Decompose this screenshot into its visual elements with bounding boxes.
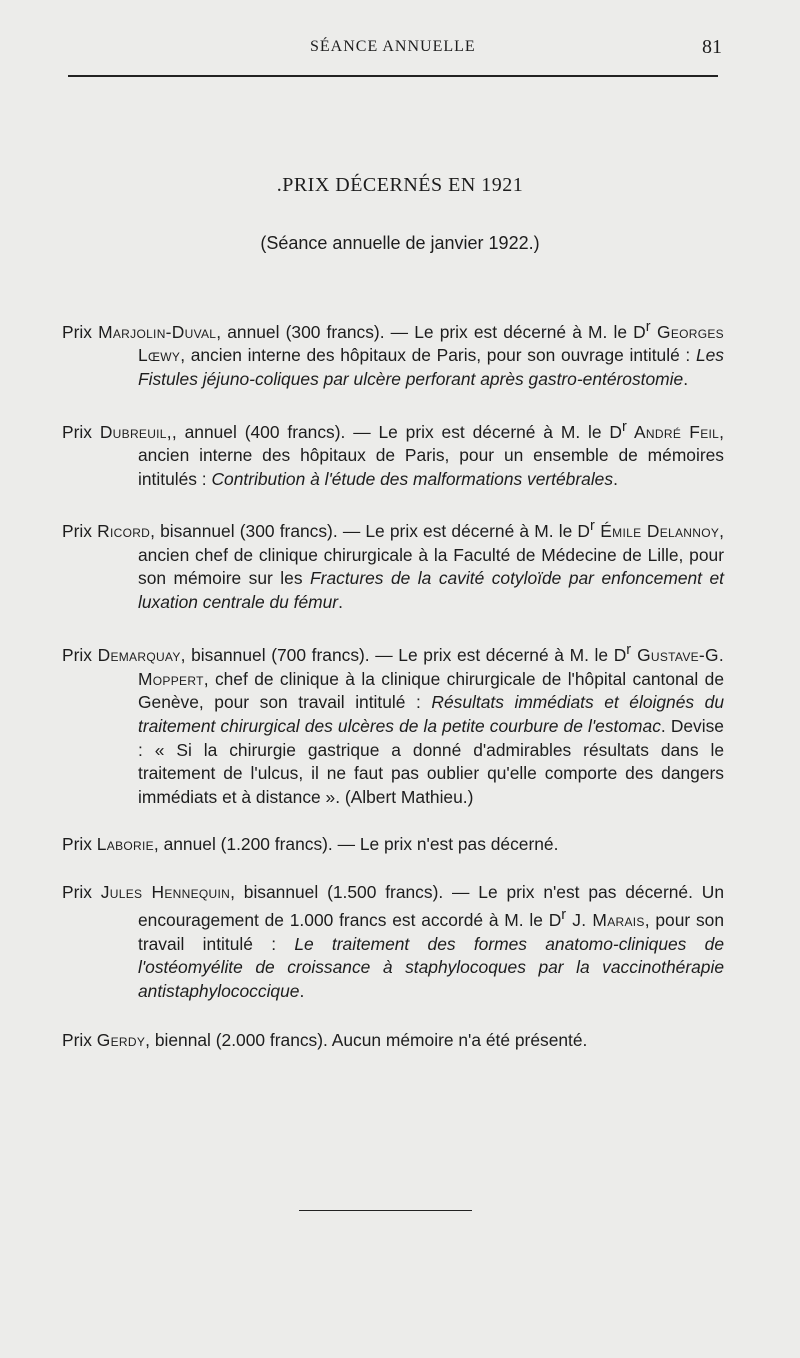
doctor-superscript: r xyxy=(561,907,567,924)
entry-detail: , ancien interne des hôpitaux de Paris, pour son ouvrage intitulé : xyxy=(180,345,696,366)
prize-name: Laborie xyxy=(96,834,154,855)
prize-name: Gerdy xyxy=(96,1029,146,1050)
entry-body: , annuel (300 francs). — Le prix est décerné à M. le D xyxy=(216,321,646,342)
section-title: .PRIX DÉCERNÉS EN 1921 xyxy=(276,174,524,196)
prize-list xyxy=(62,316,724,1078)
entry-prefix: Prix xyxy=(62,321,99,342)
running-head xyxy=(0,36,800,60)
laureate-name: J. Marais xyxy=(566,910,645,931)
prize-name: Jules Hennequin xyxy=(100,881,231,902)
entry-end: . Devise : « Si la chirurgie gastrique a donné d'admirables résultats dans le traitement de l'ulcus, il ne faut pas oublier qu'elle comporte des dangers immédiats et à distance ». (Albert Mathieu.) xyxy=(138,715,724,807)
header-rule xyxy=(68,75,718,77)
prize-name: Demarquay xyxy=(97,645,181,666)
prize-entry-laborie xyxy=(62,833,724,857)
entry-body: , bisannuel (700 francs). — Le prix est décerné à M. le D xyxy=(180,645,627,666)
entry-body: , bisannuel (300 francs). — Le prix est décerné à M. le D xyxy=(150,520,590,541)
entry-detail: , ancien chef de clinique chirurgicale à la Faculté de Médecine de Lille, pour son mémoire sur les xyxy=(138,520,724,589)
prize-entry-ricord xyxy=(62,515,724,614)
entry-body: , biennal (2.000 francs). Aucun mémoire n'a été présenté. xyxy=(145,1029,588,1050)
entry-body: , annuel (400 francs). — Le prix est décerné à M. le D xyxy=(171,421,622,442)
entry-end: . xyxy=(299,981,305,1002)
entry-prefix: Prix xyxy=(62,421,100,442)
laureate-name: Georges Lœwy xyxy=(138,321,724,366)
doctor-superscript: r xyxy=(626,642,632,659)
prize-entry-marjolin-duval xyxy=(62,316,724,392)
prize-name: Dubreuil, xyxy=(99,421,172,442)
entry-end: . xyxy=(683,368,689,389)
entry-detail: , chef de clinique à la clinique chirurgicale de l'hôpital cantonal de Genève, pour son travail intitulé : xyxy=(138,668,724,713)
work-title: Résultats immédiats et éloignés du traitement chirurgical des ulcères de la petite courbure de l'estomac xyxy=(138,692,724,736)
work-title: Le traitement des formes anatomo-cliniques de l'ostéomyélite de croissance à staphylocoques par la vaccinothérapie antistaphylococcique xyxy=(138,933,724,1002)
entry-end: . xyxy=(338,591,343,612)
entry-detail: , ancien interne des hôpitaux de Paris, pour un ensemble de mémoires intitulés : xyxy=(138,421,724,489)
entry-prefix: Prix xyxy=(62,834,97,855)
prize-name: Marjolin-Duval xyxy=(98,321,217,342)
doctor-superscript: r xyxy=(645,319,651,335)
prize-entry-jules-hennequin xyxy=(62,881,724,1004)
section-subtitle: (Séance annuelle de janvier 1922.) xyxy=(260,233,540,253)
work-title: Contribution à l'étude des malformations vertébrales xyxy=(211,468,614,489)
laureate-name: Gustave-G. Moppert xyxy=(138,645,724,689)
doctor-superscript: r xyxy=(621,418,627,435)
prize-name: Ricord xyxy=(97,520,151,541)
closing-rule xyxy=(299,1210,472,1211)
work-title: Fractures de la cavité cotyloïde par enfoncement et luxation centrale du fémur xyxy=(138,568,724,612)
entry-prefix: Prix xyxy=(62,881,101,902)
laureate-name: André Feil xyxy=(626,421,720,442)
prize-entry-gerdy xyxy=(62,1029,724,1053)
laureate-name: Émile Delannoy xyxy=(594,520,720,541)
work-title: Les Fistules jéjuno-coliques par ulcère perforant après gastro-entérostomie xyxy=(138,345,724,389)
running-title: SÉANCE ANNUELLE xyxy=(310,38,476,55)
doctor-superscript: r xyxy=(589,518,595,535)
entry-detail: , pour son travail intitulé : xyxy=(138,910,724,954)
entry-prefix: Prix xyxy=(62,645,98,666)
page-number: 81 xyxy=(702,36,722,58)
entry-body: , annuel (1.200 francs). — Le prix n'est pas décerné. xyxy=(153,834,559,855)
entry-end: . xyxy=(613,468,618,489)
prize-entry-demarquay xyxy=(62,639,724,809)
entry-prefix: Prix xyxy=(62,1029,97,1050)
prize-entry-dubreuil xyxy=(62,416,724,492)
entry-body: , bisannuel (1.500 francs). — Le prix n'est pas décerné. Un encouragement de 1.000 francs est accordé à M. le D xyxy=(138,881,724,931)
entry-prefix: Prix xyxy=(62,520,98,541)
